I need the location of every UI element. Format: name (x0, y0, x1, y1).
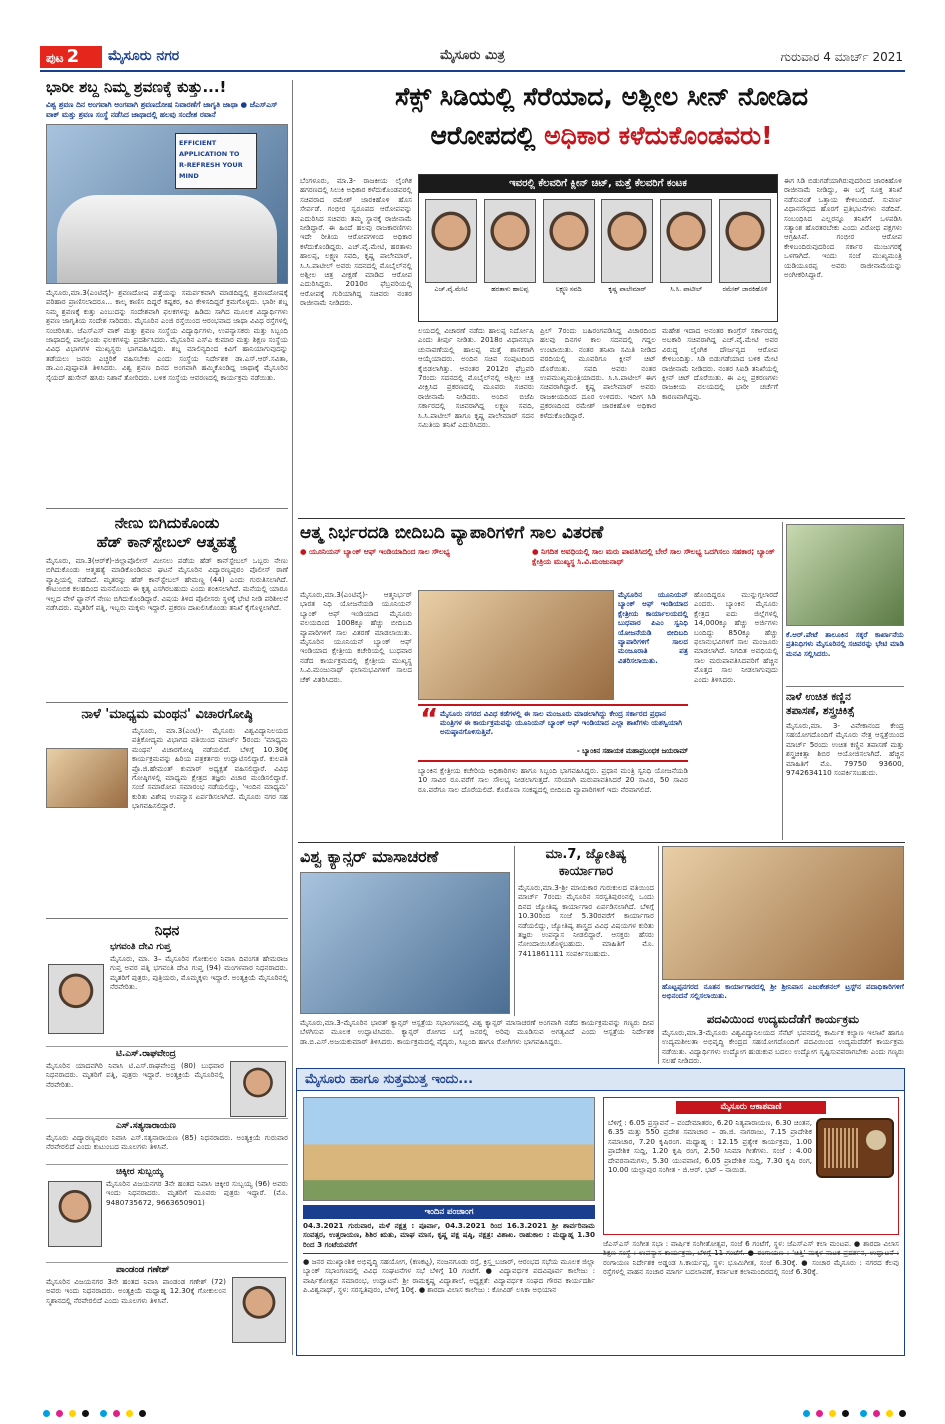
portrait-caption: ರಮೇಶ್ ಜಾರಕಿಹೊಳಿ (722, 285, 768, 293)
column-rule (514, 846, 515, 1016)
portrait-photo (543, 199, 595, 283)
column-rule (292, 80, 293, 1355)
portrait-photo (601, 199, 653, 283)
astrology-story (518, 846, 654, 1013)
akashavani-box (603, 1097, 899, 1235)
today-box (296, 1068, 905, 1356)
portrait-photo (232, 1277, 286, 1343)
eye-camp-headline-2: ತಪಾಸಣೆ, ಶಸ್ತ್ರಚಿಕಿತ್ಸೆ (786, 705, 855, 717)
page-number: 2 (66, 46, 80, 67)
page-number-box (40, 46, 102, 68)
radio-icon (816, 1118, 894, 1178)
section-rule (786, 686, 904, 687)
students-figures (57, 195, 277, 284)
top-headline-prefix: ಆರೋಪದಲ್ಲಿ (430, 121, 536, 150)
loan-quote-attribution: - ಬ್ಯಾಂಕಿನ ಸಹಾಯಕ ಮಹಾಪ್ರಬಂಧಕ ಜಯರಾಮ್ (576, 747, 688, 755)
obituary-text: ಮೈಸೂರು ವಿದ್ಯಾರಣ್ಯಪುರಂ ನಿವಾಸಿ ಎಸ್.ಸತ್ಯನಾರಾಯಣ (85) ನಿಧನರಾದರು. ಅಂತ್ಯಕ್ರಿಯೆ ಗುರುವಾರ ನೆರವೇರಲಿದೆ ಎಂದು ಕುಟುಂಬದ ಮೂಲಗಳು ತಿಳಿಸಿವೆ. (46, 1133, 288, 1152)
mysore-palace-photo (303, 1097, 595, 1201)
madhyama-body-text: ಮೈಸೂರು, ಮಾ.3(ಎಂಟಿ)- ಮೈಸೂರು ವಿಶ್ವವಿದ್ಯಾನಿಲಯದ ಪತ್ರಿಕೋದ್ಯಮ ವಿಭಾಗದ ವತಿಯಿಂದ ಮಾರ್ಚ್ 5ರಂದು 'ಮಾಧ್ಯಮ ಮಂಥನ' ವಿಚಾರಗೋಷ್ಠಿ ನಡೆಯಲಿದೆ. ಬೆಳಿಗ್ಗೆ 10.30ಕ್ಕೆ ಕಾರ್ಯಕ್ರಮವನ್ನು ಹಿರಿಯ ಪತ್ರಕರ್ತರು ಉದ್ಘಾಟಿಸಲಿದ್ದಾರೆ. ಕುಲಪತಿ ಪ್ರೊ.ಜಿ.ಹೇಮಂತ್ ಕುಮಾರ್ ಅಧ್ಯಕ್ಷತೆ ವಹಿಸಲಿದ್ದಾರೆ. ವಿವಿಧ ಗೋಷ್ಠಿಗಳಲ್ಲಿ ಮಾಧ್ಯಮ ಕ್ಷೇತ್ರದ ತಜ್ಞರು ವಿಚಾರ ಮಂಡಿಸಲಿದ್ದಾರೆ. ಸಂಜೆ ಸಮಾರೋಪ ಸಮಾರಂಭ ನಡೆಯಲಿದ್ದು, 'ಇಂದಿನ ಮಾಧ್ಯಮ' ಕುರಿತು ವಿಶೇಷ ಉಪನ್ಯಾಸ ಏರ್ಪಡಿಸಲಾಗಿದೆ. ಮೈಸೂರು ನಗರ ಸಹ ಭಾಗವಹಿಸಲಿದ್ದಾರೆ. (132, 726, 288, 811)
madhyama-body (46, 726, 288, 924)
accused-item (660, 199, 712, 294)
degree-program-headline: ಪದವಿಯಿಂದ ಉದ್ಯಮದೆಡೆಗೆ ಕಾರ್ಯಕ್ರಮ (706, 1012, 860, 1026)
print-registration-dots-left (40, 1402, 149, 1421)
accused-item (484, 199, 536, 294)
top-story-col4: ಮಹೇಶ ಇದಾದ ಅನಂತರ ಕಾಂಗ್ರೆಸ್ ಸರ್ಕಾರದಲ್ಲಿ ಅಬಕಾರಿ ಸಚಿವರಾಗಿದ್ದ ಎಚ್.ವೈ.ಮೇಟಿ ಅವರ ವಿರುದ್ಧ ಲೈಂಗಿಕ ದೌರ್ಜನ್ಯದ ಆರೋಪ ಕೇಳಿಬಂದಿತ್ತು. ಸಿಡಿ ಬಿಡುಗಡೆಯಾದ ಬಳಿಕ ಮೇಟಿ ರಾಜೀನಾಮೆ ನೀಡಿದರು. ನಂತರ ಸಿಐಡಿ ತನಿಖೆಯಲ್ಲಿ ಕ್ಲೀನ್ ಚಿಟ್ ದೊರೆಯಿತು. ಈ ಎಲ್ಲ ಪ್ರಕರಣಗಳು ರಾಜಕೀಯ ವಲಯದಲ್ಲಿ ಭಾರೀ ಚರ್ಚೆಗೆ ಕಾರಣವಾಗಿದ್ದವು. (662, 326, 778, 401)
cancer-headline: ವಿಶ್ವ ಕ್ಯಾನ್ಸರ್ ಮಾಸಾಚರಣೆ (300, 847, 439, 866)
masthead (40, 44, 905, 72)
top-headline-line2 (300, 116, 903, 156)
events-left: ● ಜನರ ಮುಖ್ಯಾಂಶಿಕ ಅಭಿವೃದ್ಧಿ ಸಹಯೋಗ, (ಕಣಕಟ್ಟ), ನಂಜನಗೂಡು ರಸ್ತೆ, ಕ್ರಿಸ್ತ_ಬಜಾರ್, ಆರಂಭದ ಸಭೆಯ ಮೂಲಕ ಜಿಲ್ಲಾ ಬ್ಯಾಂಕ್ ಸಭಾಂಗಣದಲ್ಲಿ ವಿವಿಧ ಸಂಘಟನೆಗಳ ಸಭೆ ಬೆಳಿಗ್ಗೆ 10 ಗಂಟೆಗೆ. ● ವಿದ್ಯಾವರ್ಧಕ ಪದವಿಪೂರ್ವ ಕಾಲೇಜು : ವಾರ್ಷಿಕೋತ್ಸವ ಸಮಾರಂಭ, ಉದ್ಘಾಟನೆ: ಶ್ರೀ ರಾಮಕೃಷ್ಣ ವಿದ್ಯಾಶಾಲೆ, ಅಧ್ಯಕ್ಷತೆ: ವಿದ್ಯಾವರ್ಧಕ ಸಂಘದ ಗೌರವ ಕಾರ್ಯದರ್ಶಿ ಪಿ.ವಿಶ್ವನಾಥ್, ಸ್ಥಳ: ಸರಸ್ವತಿಪುರಂ, ಬೆಳಿಗ್ಗೆ 10ಕ್ಕೆ. ● ಶಾರದಾ ವಿಲಾಸ ಕಾಲೇಜು : ಕೋವಿಡ್ ಲಸಿಕಾ ಅಭಿಯಾನ (303, 1257, 595, 1295)
obituary-entry (46, 1046, 288, 1118)
loan-story (300, 522, 776, 567)
events-right: ಜೆಎಸ್‌ಎಸ್ ಸಂಗೀತ ಸಭಾ : ವಾರ್ಷಿಕ ಸಂಗೀತೋತ್ಸವ, ಸಂಜೆ 6 ಗಂಟೆಗೆ, ಸ್ಥಳ: ಜೆಎಸ್‌ಎಸ್ ಕಲಾ ಮಂಟಪ. ● ಶಾರದಾ ವಿಲಾಸ ಶಿಕ್ಷಣ ಸಂಸ್ಥೆ : ಉಪನ್ಯಾಸ ಕಾರ್ಯಕ್ರಮ, ಬೆಳಿಗ್ಗೆ 11 ಗಂಟೆಗೆ. ● ರಂಗಾಯಣ : 'ಚಿತ್ತಿ' ಮಕ್ಕಳ ನಾಟಕ ಪ್ರದರ್ಶನ, ಉದ್ಘಾಟನೆ : ರಂಗಾಯಣ ನಿರ್ದೇಶಕ ಅಡ್ಡಂಡ ಸಿ.ಕಾರ್ಯಪ್ಪ, ಸ್ಥಳ: ಭೂಮಿಗೀತ, ಸಂಜೆ 6.30ಕ್ಕೆ. ● ಸಂಚಾರ ಮೈಸೂರು : ನಗರದ ಕೆಲವು ರಸ್ತೆಗಳಲ್ಲಿ ವಾಹನ ಸಂಚಾರ ಮಾರ್ಗ ಬದಲಾವಣೆ, ಕರ್ನಾಟಕ ಕಲಾಮಂದಿರದಲ್ಲಿ ಸಂಜೆ 6.30ಕ್ಕೆ. (603, 1239, 899, 1277)
loan-quote (418, 704, 688, 762)
madhyama-headline: ನಾಳೆ 'ಮಾಧ್ಯಮ ಮಂಥನ' ವಿಚಾರಗೋಷ್ಠಿ (81, 707, 253, 722)
section-rule (46, 918, 288, 919)
section-rule (46, 508, 288, 509)
portrait-caption: ಕೃಷ್ಣ ಪಾಲೇಮಾರ್ (608, 285, 647, 293)
portrait-photo (425, 199, 477, 283)
today-banner: ಮೈಸೂರು ಹಾಗೂ ಸುತ್ತಮುತ್ತ ಇಂದು... (297, 1069, 904, 1091)
section-rule (46, 702, 288, 703)
trust-felicitation-photo (662, 846, 904, 980)
loan-col3: ಬ್ಯಾಂಕಿನ ಕ್ಷೇತ್ರೀಯ ಕಚೇರಿಯ ಅಧಿಕಾರಿಗಳು ಹಾಗೂ ಸಿಬ್ಬಂದಿ ಭಾಗವಹಿಸಿದ್ದರು. ಪ್ರಧಾನ ಮಂತ್ರಿ ಸ್ವನಿಧಿ ಯೋಜನೆಯಡಿ 10 ಸಾವಿರ ರೂ.ವರೆಗೆ ಸಾಲ ಸೌಲಭ್ಯ ನೀಡಲಾಗುತ್ತದೆ. ಸರಿಯಾಗಿ ಮರುಪಾವತಿಸಿದರೆ 20 ಸಾವಿರ, 50 ಸಾವಿರ ರೂ.ವರೆಗೂ ಸಾಲ ದೊರೆಯಲಿದೆ. ಕೊರೊನಾ ಸಂಕಷ್ಟದಲ್ಲಿ ಬೀದಿಬದಿ ವ್ಯಾಪಾರಿಗಳಿಗೆ ಇದು ನೆರವಾಗಲಿದೆ. (418, 766, 688, 794)
madhyama-story (46, 706, 288, 926)
cancer-body: ಮೈಸೂರು,ಮಾ.3-ಮೈಸೂರಿನ ಭಾರತ್ ಕ್ಯಾನ್ಸರ್ ಆಸ್ಪತ್ರೆಯ ಸಭಾಂಗಣದಲ್ಲಿ ವಿಶ್ವ ಕ್ಯಾನ್ಸರ್ ಮಾಸಾಚರಣೆ ಅಂಗವಾಗಿ ನಡೆದ ಕಾರ್ಯಕ್ರಮವನ್ನು ಗಣ್ಯರು ದೀಪ ಬೆಳಗಿಸುವ ಮೂಲಕ ಉದ್ಘಾಟಿಸಿದರು. ಕ್ಯಾನ್ಸರ್ ರೋಗದ ಬಗ್ಗೆ ಜನರಲ್ಲಿ ಅರಿವು ಮೂಡಿಸುವ ಅಗತ್ಯವಿದೆ ಎಂದು ಆಸ್ಪತ್ರೆಯ ನಿರ್ದೇಶಕ ಡಾ.ಬಿ.ಎಸ್.ಅಜಯಕುಮಾರ್ ತಿಳಿಸಿದರು. ಕಾರ್ಯಕ್ರಮದಲ್ಲಿ ವೈದ್ಯರು, ಸಿಬ್ಬಂದಿ ಹಾಗೂ ರೋಗಿಗಳು ಭಾಗವಹಿಸಿದ್ದರು. (300, 1018, 654, 1046)
placard-line: EFFICIENT (179, 139, 217, 147)
astrology-headline-2: ಕಾರ್ಯಾಗಾರ (558, 864, 614, 879)
loan-subhead-left: ● ಯೂನಿಯನ್ ಬ್ಯಾಂಕ್ ಆಫ್ ಇಂಡಿಯಾದಿಂದ ಸಾಲ ಸೌಲಭ್ಯ (300, 547, 450, 556)
portrait-photo (48, 964, 104, 1034)
obituary-heading: ನಿಧನ (154, 923, 180, 939)
obituary-entry (46, 1262, 288, 1348)
placard-line: MIND (179, 172, 199, 180)
obituary-name: ಟಿ.ಎಸ್.ರಾಘವೇಂದ್ರ (116, 1049, 176, 1059)
obituary-entry (46, 942, 288, 1046)
eye-camp-story (786, 690, 904, 825)
hearing-subhead: ವಿಶ್ವ ಶ್ರವಣ ದಿನ ಅಂಗವಾಗಿ ಅಂಗವಾಗಿ ಶ್ರವಣದೋಷ ನಿವಾರಣೆಗೆ ಜಾಗೃತಿ ಜಾಥಾ ● ಜೆಎಸ್‌ಎಸ್ ವಾಕ್ ಮತ್ತು ಶ್ರವಣ ಸಂಸ್ಥೆ ನಡೆಸಿದ ಜಾಥಾದಲ್ಲಿ ಹಲವು ಸಂದೇಶ ರವಾನೆ (46, 100, 278, 119)
column-rule (658, 846, 659, 1064)
top-headline-red: ಅಧಿಕಾರ ಕಳೆದುಕೊಂಡವರು! (544, 121, 773, 150)
portrait-caption: ಲಕ್ಷ್ಮಣ ಸವದಿ (555, 285, 582, 293)
hearing-headline: ಭಾರೀ ಶಬ್ದ ನಿಮ್ಮ ಶ್ರವಣಕ್ಕೆ ಕುತ್ತು...! (46, 78, 227, 96)
radio-speaker-grille (824, 1128, 860, 1168)
portrait-photo (230, 1061, 286, 1117)
section-rule (298, 842, 905, 843)
constable-body: ಮೈಸೂರು, ಮಾ.3(ಆರ್‌ಕೆ)-ಜಿಲ್ಲಾಪೊಲೀಸ್ ಮೀಸಲು ಪಡೆಯ ಹೆಡ್ ಕಾನ್‌ಸ್ಟೇಬಲ್ ಒಬ್ಬರು ನೇಣು ಬಿಗಿದುಕೊಂಡು ಆತ್ಮಹತ್ಯೆ ಮಾಡಿಕೊಂಡಿರುವ ಘಟನೆ ಮೈಸೂರಿನ ವಿದ್ಯಾರಣ್ಯಪುರಂ ಪೊಲೀಸ್ ಠಾಣೆ ವ್ಯಾಪ್ತಿಯಲ್ಲಿ ನಡೆದಿದೆ. ಮೃತರನ್ನು ಹೆಡ್ ಕಾನ್‌ಸ್ಟೇಬಲ್ ಹೇಮಣ್ಣ (44) ಎಂದು ಗುರುತಿಸಲಾಗಿದೆ. ಕೌಟುಂಬಿಕ ಕಲಹದಿಂದ ಮನನೊಂದು ಈ ಕೃತ್ಯ ಎಸಗಿರಬಹುದು ಎಂದು ಶಂಕಿಸಲಾಗಿದೆ. ಮನೆಯಲ್ಲಿ ಯಾರೂ ಇಲ್ಲದ ವೇಳೆ ಫ್ಯಾನ್‌ಗೆ ನೇಣು ಬಿಗಿದುಕೊಂಡಿದ್ದಾರೆ. ವಿಷಯ ತಿಳಿದ ಪೊಲೀಸರು ಸ್ಥಳಕ್ಕೆ ಭೇಟಿ ನೀಡಿ ಪರಿಶೀಲನೆ ನಡೆಸಿದರು. ಮೃತರಿಗೆ ಪತ್ನಿ, ಇಬ್ಬರು ಮಕ್ಕಳು ಇದ್ದಾರೆ. ಪ್ರಕರಣ ದಾಖಲಿಸಿಕೊಂಡು ತನಿಖೆ ಕೈಗೊಳ್ಳಲಾಗಿದೆ. (46, 556, 288, 613)
panchang-label: ಇಂದಿನ ಪಂಚಾಂಗ (303, 1205, 595, 1219)
hearing-story (46, 78, 288, 536)
portrait-caption: ಎಚ್.ವೈ.ಮೇಟಿ (434, 285, 468, 293)
obituaries (46, 922, 288, 1348)
top-headline (300, 78, 903, 172)
portrait-caption: ಸಿ.ಸಿ. ಪಾಟೀಲ್ (670, 285, 703, 293)
obituary-text: ಮೈಸೂರಿನ ವಿಜಯನಗರ 3ನೇ ಹಂತದ ನಿವಾಸಿ ಚಿಕ್ಕೀರ ಸುಬ್ಬಯ್ಯ (96) ಅವರು ಇಂದು ನಿಧನರಾದರು. ಮೃತರಿಗೆ ಮೂವರು ಪುತ್ರರು ಇದ್ದಾರೆ. (ಮೊ. 9480735672, 9663650901) (106, 1179, 288, 1207)
obituary-name: ಪಾಂಡಂಡ ಗಣೇಶ್ (116, 1265, 170, 1275)
obituary-name: ಚಿಕ್ಕೀರ ಸುಬ್ಬಯ್ಯ (116, 1167, 164, 1177)
issue-date: ಗುರುವಾರ 4 ಮಾರ್ಚ್ 2021 (780, 50, 903, 64)
print-registration-dots-right (800, 1402, 909, 1421)
placard-line: R-REFRESH YOUR (179, 161, 243, 169)
loan-col2: ಹೊಂದಿದ್ದರೂ ಮುನ್ನುಗ್ಗಲಾರದೆ ಎಂದರು. ಬ್ಯಾಂಕಿನ ಮೈಸೂರು ಕ್ಷೇತ್ರದ ಐದು ಜಿಲ್ಲೆಗಳಲ್ಲಿ 14,000ಕ್ಕೂ ಹೆಚ್ಚು ಅರ್ಜಿಗಳು ಬಂದಿದ್ದು 850ಕ್ಕೂ ಹೆಚ್ಚು ಫಲಾನುಭವಿಗಳಿಗೆ ಸಾಲ ಮಂಜೂರು ಮಾಡಲಾಗಿದೆ. ನಿಗದಿತ ಅವಧಿಯಲ್ಲಿ ಸಾಲ ಮರುಪಾವತಿಸಿದವರಿಗೆ ಹೆಚ್ಚಿನ ಮೊತ್ತದ ಸಾಲ ನೀಡಲಾಗುವುದು ಎಂದು ತಿಳಿಸಿದರು. (694, 590, 778, 684)
sugar-photo-caption: ಕೆ.ಆರ್.ಪೇಟೆ ತಾಲೂಕಿನ ಸಕ್ಕರೆ ಕಾರ್ಖಾನೆಯ ಪ್ರತಿನಿಧಿಗಳು ಮೈಸೂರಿನಲ್ಲಿ ಸಚಿವರನ್ನು ಭೇಟಿ ಮಾಡಿ ಮನವಿ ಸಲ್ಲಿಸಿದರು. (786, 630, 904, 658)
trust-photo-caption: ಹೊಟ್ಟಪ್ಪನಗರದ ನೂತನ ಕಾರ್ಯಾಗಾರದಲ್ಲಿ ಶ್ರೀ ಶ್ರೀನಿವಾಸ ಎಜುಕೇಶನಲ್ ಟ್ರಸ್ಟ್‌ನ ಪದಾಧಿಕಾರಿಗಳಿಗೆ ಅಭಿನಂದನೆ ಸಲ್ಲಿಸಲಾಯಿತು. (662, 982, 904, 1001)
column-rule (782, 522, 783, 840)
loan-col1: ಮೈಸೂರು,ಮಾ.3(ಎಂಟಿವೈ)- ಆತ್ಮನಿರ್ಭರ್ ಭಾರತ ನಿಧಿ ಯೋಜನೆಯಡಿ ಯೂನಿಯನ್ ಬ್ಯಾಂಕ್ ಆಫ್ ಇಂಡಿಯಾದ ಮೈಸೂರು ವಲಯದಿಂದ 1008ಕ್ಕೂ ಹೆಚ್ಚು ಬೀದಿಬದಿ ವ್ಯಾಪಾರಿಗಳಿಗೆ ಸಾಲ ವಿತರಣೆ ಮಾಡಲಾಯಿತು. ಮೈಸೂರಿನ ಯೂನಿಯನ್ ಬ್ಯಾಂಕ್ ಆಫ್ ಇಂಡಿಯಾದ ಕ್ಷೇತ್ರೀಯ ಕಚೇರಿಯಲ್ಲಿ ಬುಧವಾರ ನಡೆದ ಕಾರ್ಯಕ್ರಮದಲ್ಲಿ ಕ್ಷೇತ್ರೀಯ ಮುಖ್ಯಸ್ಥ ಸಿ.ವಿ.ಮಂಜುನಾಥ್ ಫಲಾನುಭವಿಗಳಿಗೆ ಸಾಲದ ಚೆಕ್ ವಿತರಿಸಿದರು. (300, 590, 412, 684)
accused-item (601, 199, 653, 294)
constable-headline-1: ನೇಣು ಬಿಗಿದುಕೊಂಡು (114, 514, 220, 532)
top-story-col2: ಲಯದಲ್ಲಿ ವಿಚಾರಣೆ ನಡೆದು ಹಾಲಪ್ಪ ನಿರ್ದೋಷಿ ಎಂದು ತೀರ್ಪು ನೀಡಿತು. 2018ರ ವಿಧಾನಸಭಾ ಚುನಾವಣೆಯಲ್ಲಿ ಹಾಲಪ್ಪ ಮತ್ತೆ ಶಾಸಕರಾಗಿ ಆಯ್ಕೆಯಾದರು. ಅಂದಿನ ಸಚಿವ ಸಂಪುಟದಿಂದ ಕೈಬಿಡಲಾಗಿತ್ತು. ಆನಂತರ 2012ರ ಫೆಬ್ರವರಿ 7ರಂದು ಸದನದಲ್ಲಿ ಮೊಬೈಲ್‌ನಲ್ಲಿ ಅಶ್ಲೀಲ ಚಿತ್ರ ವೀಕ್ಷಿಸಿದ ಪ್ರಕರಣದಲ್ಲಿ ಮೂವರು ಸಚಿವರು ರಾಜೀನಾಮೆ ನೀಡಿದರು. ಅಂದಿನ ಬಿಜೆಪಿ ಸರ್ಕಾರದಲ್ಲಿ ಸಚಿವರಾಗಿದ್ದ ಲಕ್ಷ್ಮಣ ಸವದಿ, ಸಿ.ಸಿ.ಪಾಟೀಲ್ ಹಾಗೂ ಕೃಷ್ಣ ಪಾಲೇಮಾರ್ ಸದನ ಸಮಿತಿಯ ತನಿಖೆ ಎದುರಿಸಿದರು. (418, 326, 534, 430)
loan-subhead-right: ● ನಿಗದಿತ ಅವಧಿಯಲ್ಲಿ ಸಾಲ ಮರು ಪಾವತಿಸಿದಲ್ಲಿ ಬೇರೆ ಸಾಲ ಸೌಲಭ್ಯ ಒದಗಿಸಲು ಸಹಕಾರ; ಬ್ಯಾಂಕ್ ಕ್ಷೇತ್ರಿಯ ಮುಖ್ಯಸ್ಥ ಸಿ.ವಿ.ಮಂಜುನಾಥ್ (532, 547, 775, 566)
loan-photo-caption: ಮೈಸೂರಿನ ಯೂನಿಯನ್ ಬ್ಯಾಂಕ್ ಆಫ್ ಇಂಡಿಯಾದ ಕ್ಷೇತ್ರೀಯ ಕಾರ್ಯಾಲಯದಲ್ಲಿ ಬುಧವಾರ ಪಿಎಂ ಸ್ವನಿಧಿ ಯೋಜನೆಯಡಿ ಬೀದಿಬದಿ ವ್ಯಾಪಾರಿಗಳಿಗೆ ಸಾಲದ ಮಂಜೂರಾತಿ ಪತ್ರ ವಿತರಿಸಲಾಯಿತು. (618, 590, 688, 665)
portrait-photo (719, 199, 771, 283)
accused-item (425, 199, 477, 294)
section-name: ಮೈಸೂರು ನಗರ (108, 48, 180, 64)
placard (175, 133, 257, 189)
loan-headline: ಆತ್ಮ ನಿರ್ಭರದಡಿ ಬೀದಿಬದಿ ವ್ಯಾಪಾರಿಗಳಿಗೆ ಸಾಲ ವಿತರಣೆ (300, 523, 604, 543)
paper-name: ಮೈಸೂರು ಮಿತ್ರ (440, 48, 505, 63)
top-story-col5: ಈಗ ಸಿಡಿ ಬಿಡುಗಡೆಯಾಗಿರುವುದರಿಂದ ಜಾರಕಿಹೊಳಿ ರಾಜೀನಾಮೆ ನೀಡಿದ್ದು, ಈ ಬಗ್ಗೆ ಸೂಕ್ತ ತನಿಖೆ ನಡೆಸುವಂತೆ ಒತ್ತಾಯ ಕೇಳಿಬಂದಿದೆ. ಸುವರ್ಣ ವಿಧಾನಸೌಧದ ಹೊರಗೆ ಪ್ರತಿಭಟನೆಗಳು ನಡೆದಿವೆ. ಸಂಬಂಧಿಸಿದ ಎಲ್ಲರನ್ನೂ ತನಿಖೆಗೆ ಒಳಪಡಿಸಿ ಸತ್ಯಾಂಶ ಹೊರತರಬೇಕು ಎಂದು ವಿರೋಧ ಪಕ್ಷಗಳು ಆಗ್ರಹಿಸಿವೆ. ಗಂಭೀರ ಆರೋಪ ಕೇಳಿಬಂದಿರುವುದರಿಂದ ಸರ್ಕಾರ ಮುಜುಗರಕ್ಕೆ ಒಳಗಾಗಿದೆ. ಇಂದು ಸಂಜೆ ಮುಖ್ಯಮಂತ್ರಿ ಯಡಿಯೂರಪ್ಪ ಅವರು ರಾಜೀನಾಮೆಯನ್ನು ಅಂಗೀಕರಿಸಿದ್ದಾರೆ. (784, 176, 902, 280)
obituary-text: ಮೈಸೂರಿನ ಯಾದವಗಿರಿ ನಿವಾಸಿ ಟಿ.ಎಸ್.ರಾಘವೇಂದ್ರ (80) ಬುಧವಾರ ನಿಧನರಾದರು. ಮೃತರಿಗೆ ಪತ್ನಿ, ಪುತ್ರರು ಇದ್ದಾರೆ. ಅಂತ್ಯಕ್ರಿಯೆ ಮೈಸೂರಿನಲ್ಲಿ ನೆರವೇರಿತು. (46, 1061, 224, 1089)
accused-item (543, 199, 595, 294)
eye-camp-body: ಮೈಸೂರು,ಮಾ. 3- ವಿವೇಕಾನಂದ ಕೇಂದ್ರ ಸಹಯೋಗದೊಂದಿಗೆ ಮೈಸೂರು ನೇತ್ರ ಆಸ್ಪತ್ರೆಯಿಂದ ಮಾರ್ಚ್ 5ರಂದು ಉಚಿತ ಕಣ್ಣಿನ ತಪಾಸಣೆ ಮತ್ತು ಶಸ್ತ್ರಚಿಕಿತ್ಸಾ ಶಿಬಿರ ಆಯೋಜಿಸಲಾಗಿದೆ. ಹೆಚ್ಚಿನ ಮಾಹಿತಿಗೆ ಮೊ. 79750 93600, 9742634110 ಸಂಪರ್ಕಿಸಬಹುದು. (786, 721, 904, 778)
obituary-text: ಮೈಸೂರು, ಮಾ. 3– ಮೈಸೂರಿನ ಗೋಕುಲಂ ನಿವಾಸಿ ದಿವಂಗತ ಹೇಮರಾಜ ಗುಪ್ತ ಅವರ ಪತ್ನಿ ಭಗವಂತಿ ದೇವಿ ಗುಪ್ತ (94) ಮಂಗಳವಾರ ನಿಧನರಾದರು. ಮೃತರಿಗೆ ಪುತ್ರರು, ಪುತ್ರಿಯರು, ಮೊಮ್ಮಕ್ಕಳು ಇದ್ದಾರೆ. ಅಂತ್ಯಕ್ರಿಯೆ ಮೈಸೂರಿನಲ್ಲಿ ನೆರವೇರಿತು. (110, 954, 288, 992)
panchang-text: 04.3.2021 ಗುರುವಾರ, ಮಳೆ ನಕ್ಷತ್ರ : ಪೂರ್ವಾ, 04.3.2021 ರಿಂದ 16.3.2021 ಶ್ರೀ ಶಾರ್ವರಿನಾಮ ಸಂವತ್ಸರ, ಉತ್ತರಾಯಣ, ಶಿಶಿರ ಋತು, ಮಾಘ ಮಾಸ, ಕೃಷ್ಣ ಪಕ್ಷ ಷಷ್ಠಿ, ನಕ್ಷತ್ರ: ವಿಶಾಖ. ರಾಹುಕಾಲ : ಮಧ್ಯಾಹ್ನ 1.30 ರಿಂದ 3 ಗಂಟೆಯವರೆಗೆ (303, 1221, 595, 1249)
portrait-photo (484, 199, 536, 283)
eye-camp-headline-1: ನಾಳೆ ಉಚಿತ ಕಣ್ಣಿನ (786, 691, 851, 703)
loan-quote-text: ಮೈಸೂರು ನಗರದ ವಿವಿಧ ಕಡೆಗಳಲ್ಲಿ ಈ ಸಾಲ ಮಂಜೂರು ಮಾಡಲಾಗಿದ್ದು ಕೇಂದ್ರ ಸರ್ಕಾರದ ಪ್ರಧಾನ ಮಂತ್ರಿಗಳ ಈ ಕಾರ್ಯಕ್ರಮವನ್ನು ಯೂನಿಯನ್ ಬ್ಯಾಂಕ್ ಆಫ್ ಇಂಡಿಯಾದ ಎಲ್ಲಾ ಶಾಖೆಗಳು ಯಶಸ್ವಿಯಾಗಿ ಅನುಷ್ಠಾನಗೊಳಿಸುತ್ತಿವೆ. (440, 709, 683, 737)
portrait-photo (660, 199, 712, 283)
obituary-entry (46, 1118, 288, 1164)
top-story-col1: ಬೆಂಗಳೂರು, ಮಾ.3- ರಾಜಕೀಯ ಲೈಂಗಿಕ ಹಗರಣದಲ್ಲಿ ಸಿಲುಕಿ ಅಧಿಕಾರ ಕಳೆದುಕೊಂಡವರಲ್ಲಿ ಸಚಿವರಾದ ರಮೇಶ್ ಜಾರಕಿಹೊಳಿ ಹೊಸ ಸೇರ್ಪಡೆ. ಗಂಭೀರ ಸ್ವರೂಪದ ಆರೋಪವನ್ನು ಎದುರಿಸಿದ ಸಚಿವರು ತಮ್ಮ ಸ್ಥಾನಕ್ಕೆ ರಾಜೀನಾಮೆ ನೀಡಿದ್ದಾರೆ. ಈ ಹಿಂದೆ ಹಲವು ರಾಜಕಾರಣಿಗಳು ಇದೇ ರೀತಿಯ ಆರೋಪಗಳಿಂದ ಅಧಿಕಾರ ಕಳೆದುಕೊಂಡಿದ್ದರು. ಎಚ್.ವೈ.ಮೇಟಿ, ಹರತಾಳು ಹಾಲಪ್ಪ, ಲಕ್ಷ್ಮಣ ಸವದಿ, ಕೃಷ್ಣ ಪಾಲೇಮಾರ್, ಸಿ.ಸಿ.ಪಾಟೀಲ್ ಅವರು ಸದನದಲ್ಲಿ ಮೊಬೈಲ್‌ನಲ್ಲಿ ಅಶ್ಲೀಲ ಚಿತ್ರ ವೀಕ್ಷಣೆ ಮಾಡಿದ ಆರೋಪ ಎದುರಿಸಿದ್ದರು. 2010ರ ಫೆಬ್ರವರಿಯಲ್ಲಿ ಆರೋಪಕ್ಕೆ ಗುರಿಯಾಗಿದ್ದ ಸಚಿವರು ನಂತರ ರಾಜೀನಾಮೆ ನೀಡಿದರು. (300, 176, 412, 308)
accused-photo-panel (418, 174, 778, 322)
constable-story (46, 514, 288, 701)
portrait-photo (48, 1181, 102, 1247)
quote-mark-icon: “ (420, 702, 439, 735)
akashavani-heading: ಮೈಸೂರು ಆಕಾಶವಾಣಿ (676, 1101, 826, 1114)
obituary-entry (46, 1164, 288, 1262)
constable-headline-2: ಹೆಡ್ ಕಾನ್‌ಸ್ಟೇಬಲ್ ಆತ್ಮಹತ್ಯೆ (96, 533, 238, 551)
rally-photo (46, 124, 288, 284)
loan-photo (418, 590, 614, 700)
astrology-headline-1: ಮಾ.7, ಜ್ಯೋತಿಷ್ಯ (545, 847, 627, 862)
portrait-caption: ಹರತಾಳು ಹಾಲಪ್ಪ (491, 285, 529, 293)
accused-item (719, 199, 771, 294)
akashavani-schedule: ಬೆಳಿಗ್ಗೆ : 6.05 ಪ್ರಸ್ತಾವನೆ – ವಂದೇಮಾತರಂ, 6.20 ನಿತ್ಯಪಾರಾಯಣ, 6.30 ಚಿಂತನ, 6.35 ಮತ್ತು 550 ಪ್ರದೇಶ ಸಮಾಚಾರ – ಡಾ.ಜಿ. ನಾಗರಾಜು, 7.15 ಪ್ರಾದೇಶಿಕ ಸಮಾಚಾರ, 7.20 ಕೃಷಿರಂಗ. ಮಧ್ಯಾಹ್ನ : 12.15 ಪ್ರತ್ಯೇಕ ಕಾರ್ಯಕ್ರಮ, 1.00 ಪ್ರಾದೇಶಿಕ ಸುದ್ದಿ, 1.20 ಕೃಷಿ ರಂಗ, 2.50 ಸಿನಿಮಾ ಗೀತೆಗಳು. ಸಂಜೆ : 4.00 ದೇವರನಾಮಗಳು, 5.30 ಯುವವಾಣಿ, 6.05 ಪ್ರಾದೇಶಿಕ ಸುದ್ದಿ, 7.30 ಕೃಷಿ ರಂಗ, 10.00 ಯಲ್ಲಾಪುರ ಸಂಗೀತ - ಜಿ.ಆರ್. ಭಟ್ – ನಾಯಿಡ. (608, 1118, 812, 1175)
obituary-text: ಮೈಸೂರಿನ ವಿಜಯನಗರ 3ನೇ ಹಂತದ ನಿವಾಸಿ ಪಾಂಡಂಡ ಗಣೇಶ್ (72) ಅವರು ಇಂದು ನಿಧನರಾದರು. ಅಂತ್ಯಕ್ರಿಯೆ ಮಧ್ಯಾಹ್ನ 12.30ಕ್ಕೆ ಗೋಕುಲಂನ ಸ್ಮಶಾನದಲ್ಲಿ ನೆರವೇರಲಿದೆ ಎಂದು ಮೂಲಗಳು ತಿಳಿಸಿವೆ. (46, 1277, 226, 1305)
top-story-col3: ಪ್ರಿಲ್ 7ರಂದು ಬಹಿರಂಗಪಡಿಸಿದ್ದ ವಿಚಾರದಿಂದ ಹಲವು ದಿನಗಳ ಕಾಲ ಸದನದಲ್ಲಿ ಗದ್ದಲ ಉಂಟಾಯಿತು. ನಂತರ ತನಿಖಾ ಸಮಿತಿ ನೀಡಿದ ವರದಿಯಲ್ಲಿ ಮೂವರಿಗೂ ಕ್ಲೀನ್ ಚಿಟ್ ದೊರೆಯಿತು. ಸವದಿ ಅವರು ನಂತರ ಉಪಮುಖ್ಯಮಂತ್ರಿಯಾದರು. ಸಿ.ಸಿ.ಪಾಟೀಲ್ ಈಗ ಸಚಿವರಾಗಿದ್ದಾರೆ. ಕೃಷ್ಣ ಪಾಲೇಮಾರ್ ಅವರು ರಾಜಕೀಯದಿಂದ ದೂರ ಉಳಿದರು. ಇದೀಗ ಸಿಡಿ ಪ್ರಕರಣದಿಂದ ರಮೇಶ್ ಜಾರಕಿಹೊಳಿ ಅಧಿಕಾರ ಕಳೆದುಕೊಂಡಿದ್ದಾರೆ. (540, 326, 656, 420)
radio-dial (866, 1130, 886, 1150)
degree-program-body: ಮೈಸೂರು,ಮಾ.3-ಮೈಸೂರು ವಿಶ್ವವಿದ್ಯಾನಿಲಯದ ಸೆನೆಟ್ ಭವನದಲ್ಲಿ ಕಾರ್ಮಿಕ ಕಲ್ಯಾಣ ಇಲಾಖೆ ಹಾಗೂ ಉದ್ಯಮಶೀಲತಾ ಅಭಿವೃದ್ಧಿ ಕೇಂದ್ರದ ಸಹಯೋಗದೊಂದಿಗೆ ಪದವಿಯಿಂದ ಉದ್ಯಮದೆಡೆಗೆ ಕಾರ್ಯಕ್ರಮ ನಡೆಯಿತು. ವಿದ್ಯಾರ್ಥಿಗಳು ಉದ್ಯೋಗ ಹುಡುಕುವ ಬದಲು ಉದ್ಯೋಗ ಸೃಷ್ಟಿಸುವವರಾಗಬೇಕು ಎಂದು ಗಣ್ಯರು ಸಲಹೆ ನೀಡಿದರು. (662, 1028, 904, 1066)
cancer-photo (300, 872, 510, 1014)
placard-line: APPLICATION TO (179, 150, 240, 158)
astrology-body: ಮೈಸೂರು,ಮಾ.3-ಶ್ರೀ ಮಾಯಕಾರ ಗುರುಕುಲದ ವತಿಯಿಂದ ಮಾರ್ಚ್ 7ರಂದು ಮೈಸೂರಿನ ಸರಸ್ವತಿಪುರಂನಲ್ಲಿ ಒಂದು ದಿನದ ಜ್ಯೋತಿಷ್ಯ ಕಾರ್ಯಾಗಾರ ಏರ್ಪಡಿಸಲಾಗಿದೆ. ಬೆಳಿಗ್ಗೆ 10.30ರಿಂದ ಸಂಜೆ 5.30ರವರೆಗೆ ಕಾರ್ಯಾಗಾರ ನಡೆಯಲಿದ್ದು, ಜ್ಯೋತಿಷ್ಯ ಶಾಸ್ತ್ರದ ವಿವಿಧ ವಿಷಯಗಳ ಕುರಿತು ತಜ್ಞರು ಉಪನ್ಯಾಸ ನೀಡಲಿದ್ದಾರೆ. ಆಸಕ್ತರು ಹೆಸರು ನೋಂದಾಯಿಸಿಕೊಳ್ಳಬಹುದು. ಮಾಹಿತಿಗೆ ಮೊ. 7411861111 ಸಂಪರ್ಕಿಸಬಹುದು. (518, 883, 654, 958)
obituary-name: ಎಸ್.ಸತ್ಯನಾರಾಯಣ (116, 1121, 176, 1131)
sugar-factory-photo (786, 524, 904, 626)
accused-banner: ಇವರಲ್ಲಿ ಕೆಲವರಿಗೆ ಕ್ಲೀನ್ ಚಿಟ್, ಮತ್ತೆ ಕೆಲವರಿಗೆ ಕಂಟಕ (419, 175, 777, 193)
section-rule (298, 518, 905, 519)
obituary-name: ಭಗವಂತಿ ದೇವಿ ಗುಪ್ತ (110, 942, 171, 952)
page-label: ಪುಟ (46, 51, 64, 65)
top-headline-line1: ಸೆಕ್ಸ್ ಸಿಡಿಯಲ್ಲಿ ಸೆರೆಯಾದ, ಅಶ್ಲೀಲ ಸೀನ್ ನೋಡಿದ (395, 82, 808, 111)
hearing-body: ಮೈಸೂರು,ಮಾ.3(ಎಂಟಿವೈ)- ಶ್ರವಣದೋಷ ಪತ್ತೆಯನ್ನು ಸಮರ್ಪಕವಾಗಿ ಮಾಡದಿದ್ದಲ್ಲಿ ಶ್ರವಣದೋಷಕ್ಕೆ ಪರಿಹಾರ ಪ್ರಾಣಿಸಲಾದರೂ... ಕಾಲ್ಕ ಕಾಣಿಸ ದಿದ್ದರೆ ಕಷ್ಟಕರ, ಕಿವಿ ಕೇಳಿಸದಿದ್ದರೆ ಕ್ರಮಗೊಳ್ಳದು. ಭಾರೀ ಶಬ್ದ ನಿಮ್ಮ ಶ್ರವಣಕ್ಕೆ ಕುತ್ತು ಎಂಬುದನ್ನು ಸಂದೇಶವಾಗಿ ಫಲಕಗಳನ್ನು ಹಿಡಿದು ಸಾಗಿದ ಮೂಲಕ ವಿದ್ಯಾರ್ಥಿಗಳು ಶ್ರವಣ ಜಾಗೃತಿಯ ಸಂದೇಶ ಸಾರಿದರು. ಮೈಸೂರಿನ ಎಂಜಿ ರಸ್ತೆಯಿಂದ ಆರಂಭವಾದ ಜಾಥಾ ವಿವಿಧ ರಸ್ತೆಗಳಲ್ಲಿ ಸಂಚರಿಸಿತು. ಜೆಎಸ್‌ಎಸ್ ವಾಕ್ ಮತ್ತು ಶ್ರವಣ ಸಂಸ್ಥೆಯ ವಿದ್ಯಾರ್ಥಿಗಳು, ಉಪನ್ಯಾಸಕರು ಮತ್ತು ಸಿಬ್ಬಂದಿ ಜಾಥಾದಲ್ಲಿ ಪಾಲ್ಗೊಂಡು ಫಲಕಗಳನ್ನು ಪ್ರದರ್ಶಿಸಿದರು. ಮೈಸೂರಿನ ಎಸ್ಎ ಕುಮಾರ ಮತ್ತು ಶಿಕ್ಷಣ ಸಂಸ್ಥೆಯ ವಿವಿಧ ವಿಭಾಗಗಳ ಮುಖ್ಯಸ್ಥರು ಭಾಗವಹಿಸಿದ್ದರು. ಶಬ್ದ ಮಾಲಿನ್ಯದಿಂದ ಕಿವಿಗೆ ಹಾನಿಯಾಗುವುದನ್ನು ತಡೆಯಲು ಜನರು ಎಚ್ಚರಿಕೆ ವಹಿಸಬೇಕು ಎಂದು ಸಂಸ್ಥೆಯ ನಿರ್ದೇಶಕ ಡಾ.ಎಸ್.ಆರ್.ಸವಿತಾ, ಡಾ.ಎಂ.ಪುಷ್ಪಾವತಿ ತಿಳಿಸಿದರು. ವಿಶ್ವ ಶ್ರವಣ ದಿನದ ಅಂಗವಾಗಿ ಹಮ್ಮಿಕೊಂಡಿದ್ದ ಜಾಥಾಕ್ಕೆ ಮೈಸೂರಿನ ಸೈಯದ್ ಹುಸೇನ್ ಹಸಿರು ನಿಶಾನೆ ತೋರಿದರು. ಬಳಿಕ ಸಂಸ್ಥೆಯ ಆವರಣದಲ್ಲಿ ಕಾರ್ಯಕ್ರಮ ನಡೆಯಿತು. (46, 288, 288, 382)
cancer-story (300, 846, 496, 868)
